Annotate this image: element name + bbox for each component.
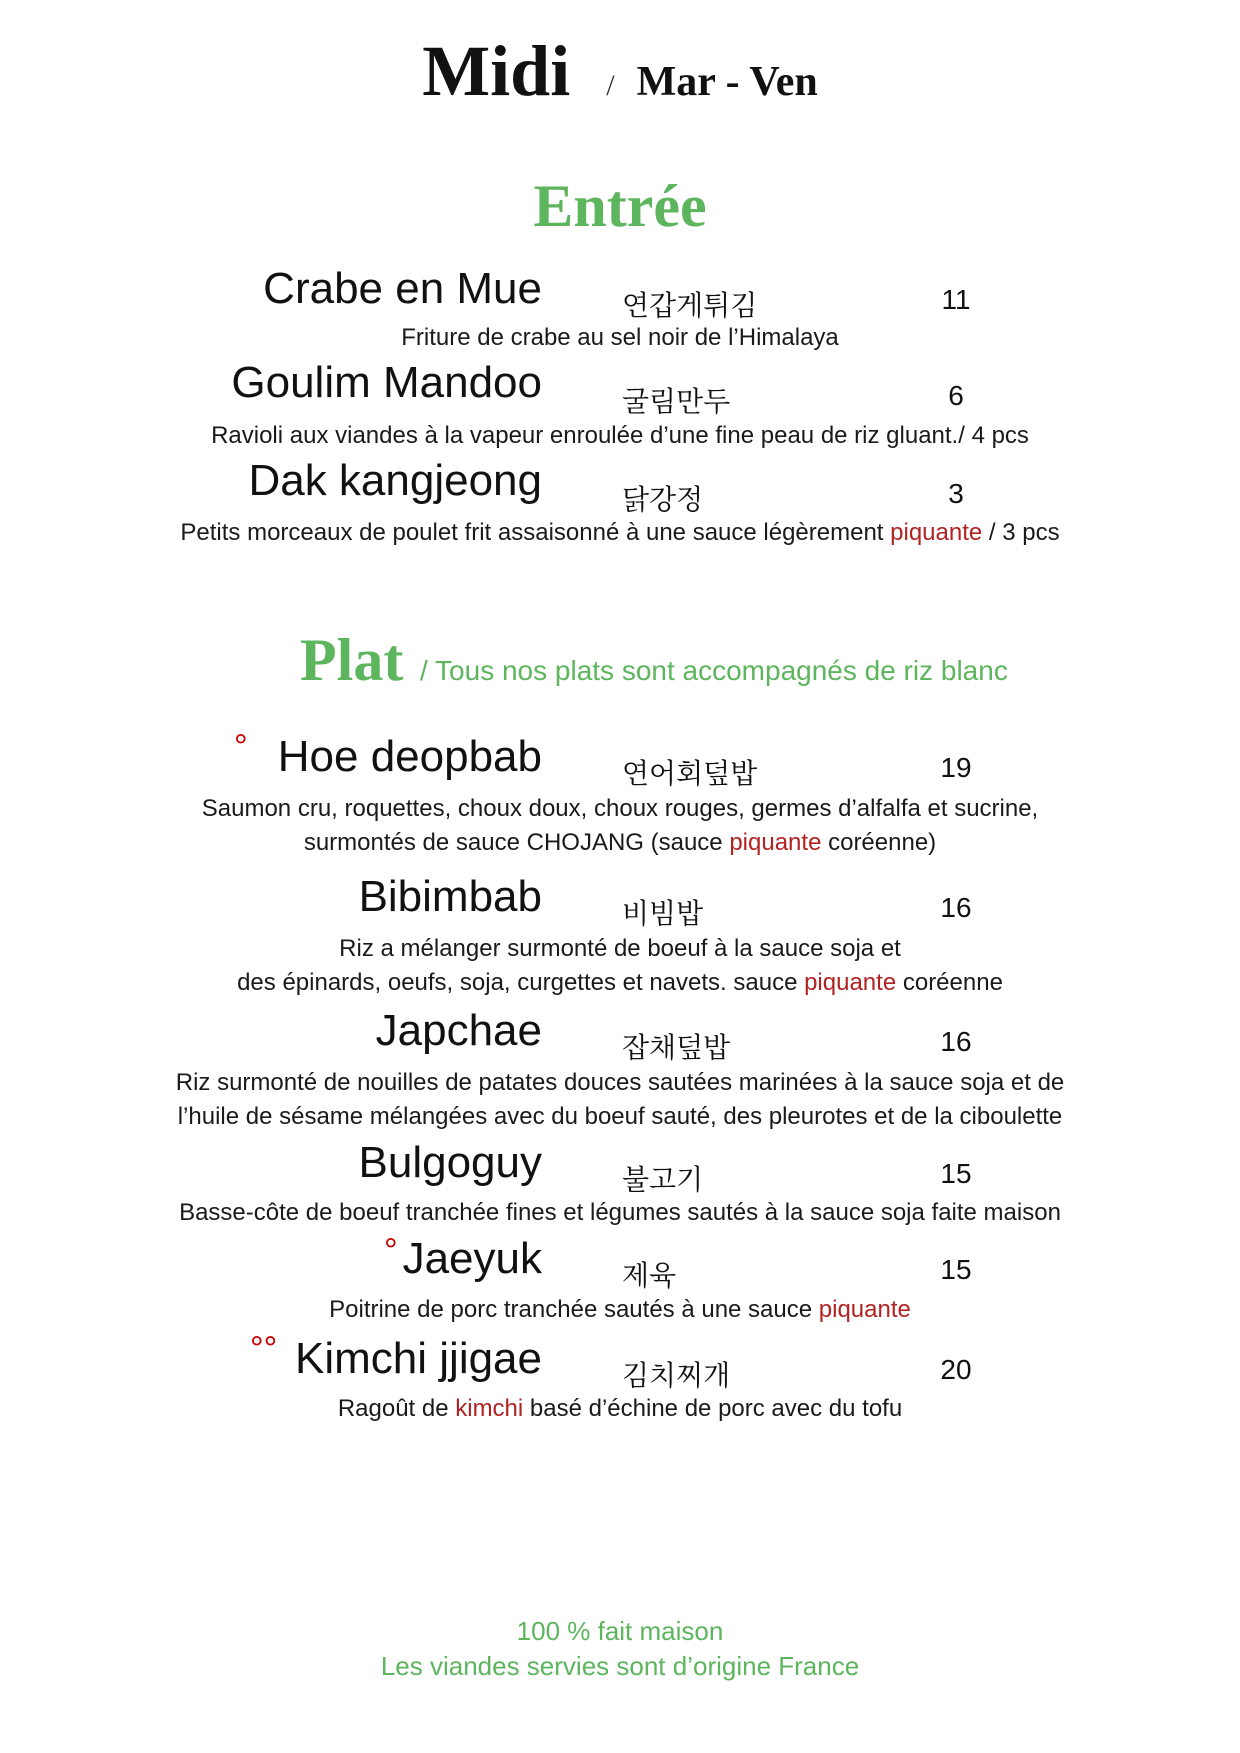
dish-price: 3 xyxy=(948,478,964,509)
dish-korean-name: 연갑게튀김 xyxy=(622,289,758,322)
dish-korean-name: 불고기 xyxy=(622,1163,704,1196)
dish-price: 19 xyxy=(940,752,972,783)
plat-note: / Tous nos plats sont accompagnés de riz blanc xyxy=(420,655,1008,686)
desc-text: surmontés de sauce CHOJANG (sauce xyxy=(303,829,730,856)
desc-text: des épinards, oeufs, soja, curgettes et navets. sauce xyxy=(237,969,805,996)
spicy-marker: °° xyxy=(250,1330,278,1368)
spicy-label: piquante xyxy=(890,519,983,546)
desc-text: basé d’échine de porc avec du tofu xyxy=(523,1395,903,1422)
dish-korean-name: 닭강정 xyxy=(622,483,704,516)
title-separator: / xyxy=(606,69,615,102)
dish-name: Kimchi jjigae xyxy=(295,1334,542,1383)
dish-description: Friture de crabe au sel noir de l’Himalaya xyxy=(401,324,839,351)
dish-name: Crabe en Mue xyxy=(263,264,542,313)
dish-description xyxy=(0,1392,1240,1426)
dish-description xyxy=(0,516,1240,550)
dish-name: Bibimbab xyxy=(358,872,542,921)
dish-korean-name: 연어회덮밥 xyxy=(622,757,758,790)
dish-price: 20 xyxy=(940,1354,972,1385)
menu-title: Midi xyxy=(422,31,571,111)
desc-text: coréenne xyxy=(896,969,1003,996)
footer-origin: Les viandes servies sont d’origine France xyxy=(380,1651,860,1681)
spicy-label: piquante xyxy=(729,829,822,856)
dish-description: Basse-côte de boeuf tranchée fines et légumes sautés à la sauce soja faite maison xyxy=(179,1199,1061,1226)
spicy-label: piquante xyxy=(804,969,897,996)
entree-heading: Entrée xyxy=(533,173,707,239)
spicy-marker: ° xyxy=(384,1232,398,1270)
desc-text: Petits morceaux de poulet frit assaisonné à une sauce légèrement xyxy=(180,519,891,546)
dish-price: 15 xyxy=(940,1158,972,1189)
dish-description: l’huile de sésame mélangées avec du boeuf sauté, des pleurotes et de la ciboulette xyxy=(177,1103,1063,1130)
menu-header xyxy=(0,30,1240,113)
dish-korean-name: 굴림만두 xyxy=(622,385,731,418)
dish-price: 6 xyxy=(948,380,964,411)
dish-korean-name: 비빔밥 xyxy=(622,897,704,930)
desc-text: / 3 pcs xyxy=(982,519,1060,546)
dish-name: Dak kangjeong xyxy=(248,456,542,505)
dish-description xyxy=(0,826,1240,860)
dish-price: 15 xyxy=(940,1254,972,1285)
dish-price: 11 xyxy=(941,284,971,315)
dish-name: Hoe deopbab xyxy=(277,732,542,781)
dish-description xyxy=(0,1293,1240,1327)
footer-homemade: 100 % fait maison xyxy=(516,1616,724,1646)
spicy-label: kimchi xyxy=(455,1395,524,1422)
dish-korean-name: 제육 xyxy=(622,1259,677,1292)
desc-text: coréenne) xyxy=(821,829,937,856)
spicy-label: piquante xyxy=(818,1296,911,1323)
dish-name: Jaeyuk xyxy=(402,1234,542,1283)
dish-korean-name: 잡채덮밥 xyxy=(622,1031,731,1064)
spicy-marker: ° xyxy=(234,728,248,766)
dish-description: Saumon cru, roquettes, choux doux, choux rouges, germes d’alfalfa et sucrine, xyxy=(201,795,1039,822)
dish-korean-name: 김치찌개 xyxy=(622,1359,731,1392)
dish-price: 16 xyxy=(940,1026,972,1057)
menu-days: Mar - Ven xyxy=(636,59,818,105)
dish-description: Ravioli aux viandes à la vapeur enroulée d’une fine peau de riz gluant./ 4 pcs xyxy=(211,422,1029,449)
dish-price: 16 xyxy=(940,892,972,923)
dish-name: Bulgoguy xyxy=(358,1138,542,1187)
desc-text: Poitrine de porc tranchée sautés à une sauce xyxy=(329,1296,819,1323)
dish-name: Goulim Mandoo xyxy=(231,358,542,407)
plat-heading: Plat xyxy=(300,627,404,693)
dish-description: Riz a mélanger surmonté de boeuf à la sauce soja et xyxy=(339,935,901,962)
dish-description xyxy=(0,966,1240,1000)
dish-description: Riz surmonté de nouilles de patates douces sautées marinées à la sauce soja et de xyxy=(175,1069,1065,1096)
desc-text: Ragoût de xyxy=(337,1395,456,1422)
dish-name: Japchae xyxy=(375,1006,542,1055)
